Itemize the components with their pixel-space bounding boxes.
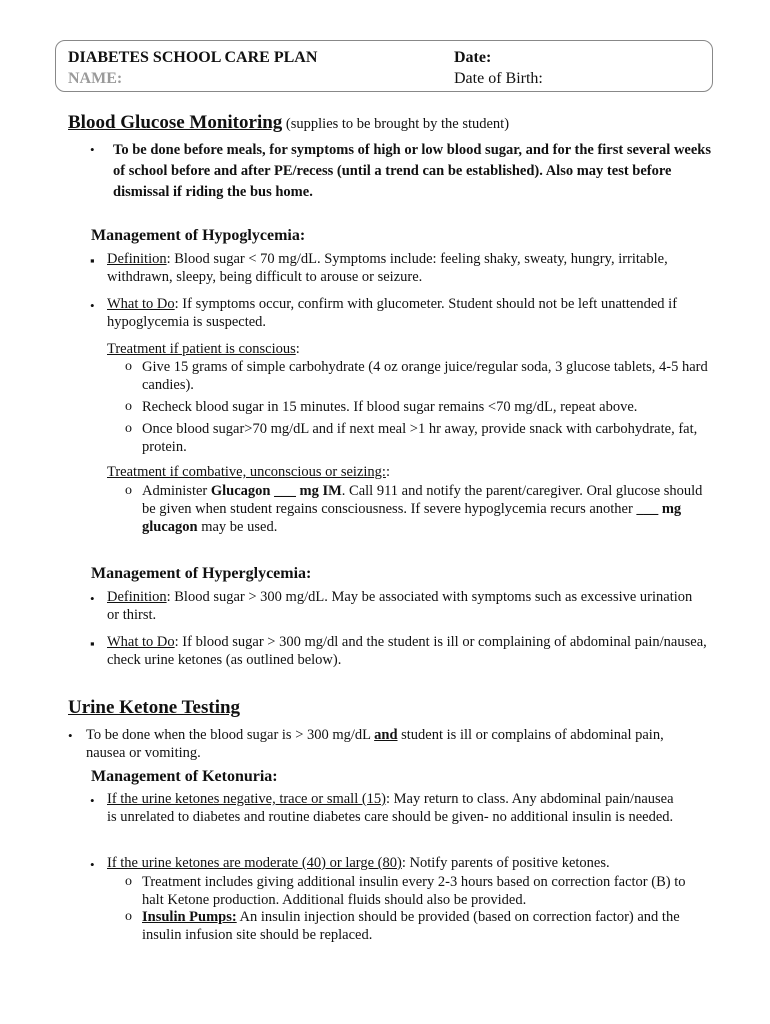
ketonuria-heading: Management of Ketonuria: — [91, 768, 278, 785]
hypo-what-label: What to Do — [107, 296, 175, 312]
hyper-definition-label: Definition — [107, 589, 167, 605]
ketone-negative-label: If the urine ketones negative, trace or small (15) — [107, 791, 387, 807]
hyper-definition-text: : Blood sugar > 300 mg/dL. May be associated with symptoms such as excessive urination or thirst. — [107, 589, 693, 623]
ketone-moderate — [107, 854, 707, 872]
hyper-what-label: What to Do — [107, 634, 175, 650]
conscious-step-1: Give 15 grams of simple carbohydrate (4 oz orange juice/regular soda, 3 glucose tablets, 4-5 hard candies). — [142, 359, 708, 393]
combative-label: Treatment if combative, unconscious or seizing: — [107, 464, 386, 480]
bullet-icon: • — [90, 793, 95, 808]
conscious-colon: : — [295, 341, 300, 357]
ketone-negative-text: : May return to class. Any abdominal pain/nausea is unrelated to diabetes and routine diabetes care should be given- no additional insulin is needed. — [107, 791, 674, 825]
ketone-moderate-text: : Notify parents of positive ketones. — [401, 855, 610, 871]
ketone-bullet-and: and — [374, 727, 398, 743]
circle-bullet-icon: o — [125, 421, 132, 436]
bullet-icon: • — [90, 142, 95, 157]
conscious-step-2: Recheck blood sugar in 15 minutes. If blood sugar remains <70 mg/dL, repeat above. — [142, 399, 638, 415]
hyper-heading: Management of Hyperglycemia: — [91, 565, 312, 582]
name-field-label: NAME: — [68, 70, 123, 87]
small-bullet-icon: ▪ — [90, 253, 95, 268]
circle-bullet-icon: o — [125, 399, 132, 414]
combative-treatment-heading — [107, 463, 390, 481]
circle-bullet-icon: o — [125, 909, 132, 924]
date-field-label: Date: — [454, 49, 492, 66]
document-title: DIABETES SCHOOL CARE PLAN — [68, 49, 318, 66]
bgm-heading-row — [68, 114, 509, 133]
bullet-icon: • — [68, 728, 73, 743]
ketone-bullet-text-2: student is ill or complains of abdominal pain, nausea or vomiting. — [86, 727, 664, 761]
bgm-heading: Blood Glucose Monitoring — [68, 112, 283, 133]
small-bullet-icon: ▪ — [90, 636, 95, 651]
hypo-heading: Management of Hypoglycemia: — [91, 227, 306, 244]
ketone-moderate-label: If the urine ketones are moderate (40) or large (80) — [107, 855, 402, 871]
glucagon-text-3: may be used. — [197, 519, 278, 535]
circle-bullet-icon: o — [125, 359, 132, 374]
bullet-icon: • — [90, 591, 95, 606]
hyper-definition — [107, 588, 707, 624]
hypo-definition — [107, 250, 707, 286]
hypo-what-to-do — [107, 295, 707, 331]
header-box — [55, 40, 713, 92]
glucagon-repeat-dose: ___ mg glucagon — [142, 501, 682, 535]
bullet-icon: • — [90, 857, 95, 872]
insulin-pump-text: An insulin injection should be provided (based on correction factor) and the insulin infusion site should be replaced. — [142, 909, 680, 943]
hypo-definition-label: Definition — [107, 251, 167, 267]
ketone-negative — [107, 790, 677, 826]
conscious-step-3: Once blood sugar>70 mg/dL and if next meal >1 hr away, provide snack with carbohydrate, fat, protein. — [142, 421, 698, 455]
ketone-bullet — [86, 726, 706, 762]
dob-field-label: Date of Birth: — [454, 70, 543, 87]
ketone-treatment-step: Treatment includes giving additional insulin every 2-3 hours based on correction factor (B) to halt Ketone production. Additional fluids should also be provided. — [142, 874, 686, 908]
ketone-bullet-text-1: To be done when the blood sugar is > 300 mg/dL — [86, 727, 375, 743]
hyper-what-text: : If blood sugar > 300 mg/dl and the student is ill or complaining of abdominal pain/nausea, check urine ketones (as outlined below). — [107, 634, 707, 668]
insulin-pump-label: Insulin Pumps: — [142, 909, 237, 925]
conscious-treatment-heading — [107, 340, 300, 358]
circle-bullet-icon: o — [125, 483, 132, 498]
conscious-label: Treatment if patient is conscious — [107, 341, 296, 357]
hypo-what-text: : If symptoms occur, confirm with glucometer. Student should not be left unattended if hypoglycemia is suspected. — [107, 296, 678, 330]
circle-bullet-icon: o — [125, 874, 132, 889]
insulin-pump-step — [142, 908, 708, 944]
combative-colon: : — [385, 464, 390, 480]
bgm-note: (supplies to be brought by the student) — [285, 116, 510, 132]
ketone-heading: Urine Ketone Testing — [68, 697, 241, 718]
glucagon-instruction — [142, 482, 708, 536]
bgm-bullet-text: To be done before meals, for symptoms of high or low blood sugar, and for the first several weeks of school before and after PE/recess (until a trend can be established). Also may test before dismissal if riding the bus home. — [113, 142, 711, 200]
hypo-definition-text: : Blood sugar < 70 mg/dL. Symptoms include: feeling shaky, sweaty, hungry, irritable, withdrawn, sleepy, being difficult to arouse or seizure. — [107, 251, 668, 285]
hyper-what-to-do — [107, 633, 707, 669]
glucagon-text-1: Administer — [142, 483, 211, 499]
glucagon-dose: Glucagon ___ mg IM — [210, 483, 342, 499]
glucagon-text-2: . Call 911 and notify the parent/caregiver. Oral glucose should be given when student regains consciousness. If severe hypoglycemia recurs another — [142, 483, 703, 517]
bullet-icon: • — [90, 298, 95, 313]
